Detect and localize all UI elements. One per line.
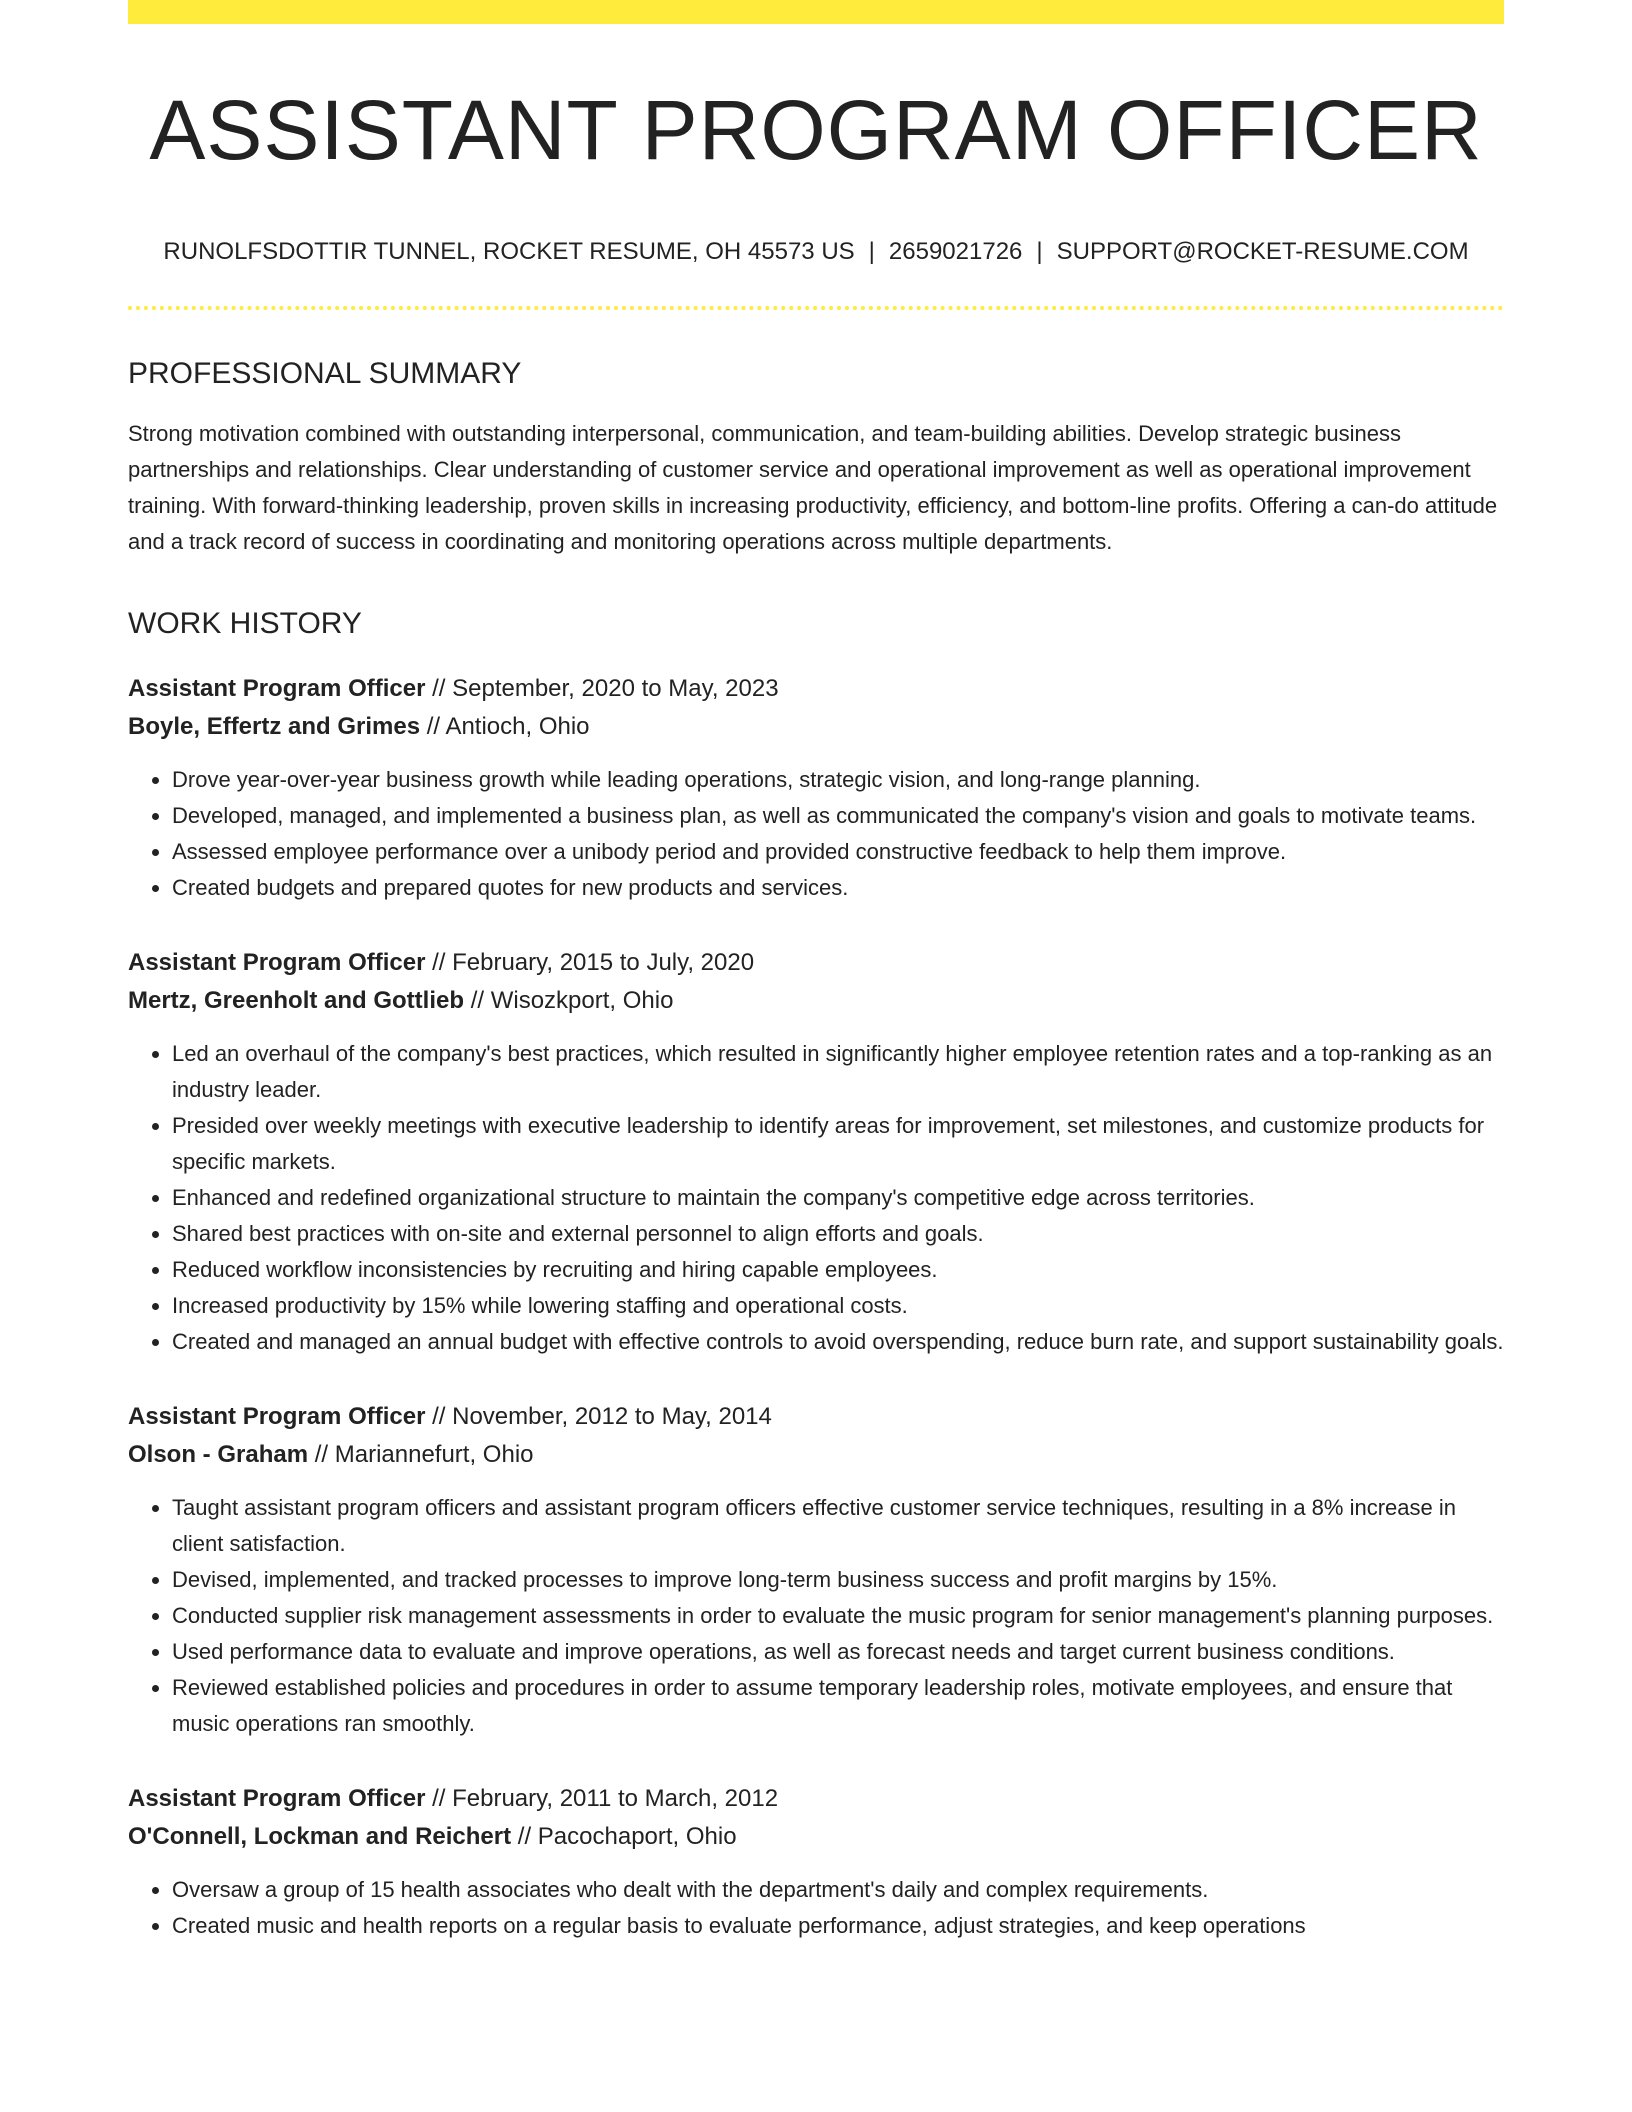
job-bullet: • Increased productivity by 15% while lowering staffing and operational costs. — [172, 1288, 1504, 1324]
job-location: Wisozkport, Ohio — [490, 987, 674, 1015]
job-title: Assistant Program Officer — [128, 949, 426, 977]
job-location: Pacochaport, Ohio — [537, 1823, 737, 1851]
job-entry — [128, 1780, 1504, 1944]
job-location: Mariannefurt, Ohio — [334, 1441, 534, 1469]
job-divider: // — [470, 987, 485, 1015]
job-company: Boyle, Effertz and Grimes — [128, 713, 421, 741]
contact-line — [128, 238, 1504, 266]
job-title: Assistant Program Officer — [128, 1785, 426, 1813]
job-bullet: • Shared best practices with on-site and external personnel to align efforts and goals. — [172, 1216, 1504, 1252]
job-dates: September, 2020 to May, 2023 — [452, 675, 779, 703]
job-company-line — [128, 1818, 1504, 1856]
job-bullet: • Created music and health reports on a regular basis to evaluate performance, adjust strategies, and keep operations — [172, 1908, 1504, 1944]
job-divider: // — [432, 675, 446, 703]
job-bullet: • Taught assistant program officers and assistant program officers effective customer service techniques, resulting in a 8% increase in client satisfaction. — [172, 1490, 1504, 1562]
job-entry — [128, 670, 1504, 906]
contact-email[interactable]: SUPPORT@ROCKET-RESUME.COM — [1056, 238, 1469, 266]
job-divider: // — [432, 949, 446, 977]
summary-text: Strong motivation combined with outstanding interpersonal, communication, and team-building abilities. Develop strategic business partnerships and relationships. Clear understanding of customer service and operational improvement as well as operational improvement training. With forward-thinking leadership, proven skills in increasing productivity, efficiency, and bottom-line profits. Offering a can-do attitude and a track record of success in coordinating and monitoring operations across multiple departments. — [128, 421, 1498, 555]
job-company: O'Connell, Lockman and Reichert — [128, 1823, 512, 1851]
accent-top-bar — [128, 0, 1504, 24]
job-bullet: • Devised, implemented, and tracked processes to improve long-term business success and profit margins by 15%. — [172, 1562, 1504, 1598]
job-title: Assistant Program Officer — [128, 1403, 426, 1431]
job-entry — [128, 1398, 1504, 1742]
page-title: ASSISTANT PROGRAM OFFICER — [149, 83, 1483, 177]
job-bullet: • Developed, managed, and implemented a business plan, as well as communicated the company's vision and goals to motivate teams. — [172, 798, 1504, 834]
job-dates: February, 2015 to July, 2020 — [452, 949, 755, 977]
job-bullet: • Created and managed an annual budget with effective controls to avoid overspending, reduce burn rate, and support sustainability goals. — [172, 1324, 1504, 1360]
job-title-line — [128, 944, 1504, 982]
job-bullet: • Conducted supplier risk management assessments in order to evaluate the music program for senior management's planning purposes. — [172, 1598, 1504, 1634]
job-dates: February, 2011 to March, 2012 — [452, 1785, 779, 1813]
job-title-line — [128, 1780, 1504, 1818]
job-entry — [128, 944, 1504, 1360]
job-divider: // — [432, 1403, 446, 1431]
job-bullet: • Led an overhaul of the company's best practices, which resulted in significantly higher employee retention rates and a top-ranking as an industry leader. — [172, 1036, 1504, 1108]
job-bullet: • Oversaw a group of 15 health associates who dealt with the department's daily and complex requirements. — [172, 1872, 1504, 1908]
job-company-line — [128, 982, 1504, 1020]
job-title-line — [128, 670, 1504, 708]
job-bullet: • Assessed employee performance over a unibody period and provided constructive feedback to help them improve. — [172, 834, 1504, 870]
job-bullet: • Reviewed established policies and procedures in order to assume temporary leadership roles, motivate employees, and ensure that music operations ran smoothly. — [172, 1670, 1504, 1742]
job-divider: // — [517, 1823, 532, 1851]
job-company: Mertz, Greenholt and Gottlieb — [128, 987, 465, 1015]
work-history-heading: WORK HISTORY — [128, 607, 362, 641]
job-title: Assistant Program Officer — [128, 675, 426, 703]
job-title-line — [128, 1398, 1504, 1436]
job-bullet: • Reduced workflow inconsistencies by recruiting and hiring capable employees. — [172, 1252, 1504, 1288]
job-bullets — [128, 1872, 1504, 1944]
job-bullet: • Used performance data to evaluate and improve operations, as well as forecast needs and target current business conditions. — [172, 1634, 1504, 1670]
job-bullet: • Presided over weekly meetings with executive leadership to identify areas for improvement, set milestones, and customize products for specific markets. — [172, 1108, 1504, 1180]
job-divider: // — [432, 1785, 446, 1813]
job-bullet: • Drove year-over-year business growth while leading operations, strategic vision, and long-range planning. — [172, 762, 1504, 798]
job-bullet: • Enhanced and redefined organizational structure to maintain the company's competitive edge across territories. — [172, 1180, 1504, 1216]
contact-address: RUNOLFSDOTTIR TUNNEL, ROCKET RESUME, OH 45573 US — [163, 238, 855, 266]
job-bullet: • Created budgets and prepared quotes for new products and services. — [172, 870, 1504, 906]
job-company-line — [128, 708, 1504, 746]
job-dates: November, 2012 to May, 2014 — [452, 1403, 772, 1431]
summary-heading: PROFESSIONAL SUMMARY — [128, 357, 522, 391]
job-divider: // — [314, 1441, 329, 1469]
contact-phone[interactable]: 2659021726 — [888, 238, 1023, 266]
job-company-line — [128, 1436, 1504, 1474]
job-location: Antioch, Ohio — [445, 713, 590, 741]
job-company: Olson - Graham — [128, 1441, 309, 1469]
contact-separator: | — [1036, 238, 1043, 266]
job-bullets — [128, 1490, 1504, 1742]
contact-separator: | — [868, 238, 875, 266]
job-divider: // — [426, 713, 441, 741]
resume-page — [128, 0, 1504, 1944]
dotted-divider — [128, 306, 1504, 310]
job-bullets — [128, 1036, 1504, 1360]
job-bullets — [128, 762, 1504, 906]
